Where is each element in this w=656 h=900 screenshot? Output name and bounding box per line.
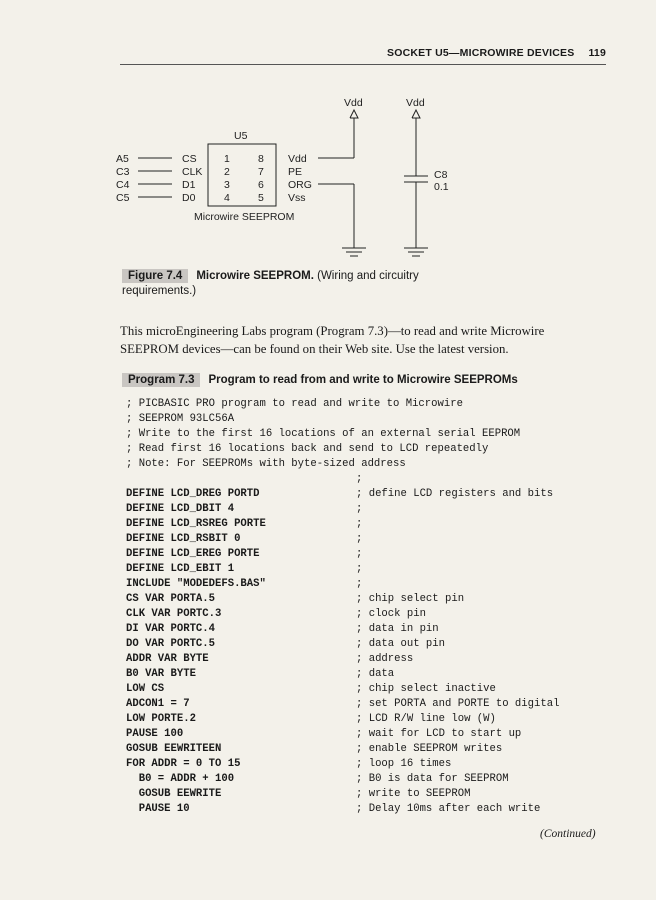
code-statement: DO VAR PORTC.5 xyxy=(126,638,216,650)
chip-outline xyxy=(208,144,276,206)
code-comment: ; clock pin xyxy=(356,608,426,620)
pin-number: 8 xyxy=(258,153,264,165)
code-line xyxy=(126,412,626,427)
continued-note: (Continued) xyxy=(540,828,596,840)
pin-number: 2 xyxy=(224,166,230,178)
pin-number: 6 xyxy=(258,179,264,191)
code-line xyxy=(126,727,626,742)
code-line xyxy=(126,562,626,577)
code-statement: ; Read first 16 locations back and send to LCD repeatedly xyxy=(126,443,489,455)
pin-number: 1 xyxy=(224,153,230,165)
signal-label: D0 xyxy=(182,192,196,204)
signal-label: Vss xyxy=(288,192,306,204)
port-label: C5 xyxy=(116,192,130,204)
code-line xyxy=(126,667,626,682)
code-line xyxy=(126,502,626,517)
code-comment: ; LCD R/W line low (W) xyxy=(356,713,496,725)
code-statement: GOSUB EEWRITEEN xyxy=(126,743,222,755)
code-statement: DI VAR PORTC.4 xyxy=(126,623,216,635)
program-title: Program to read from and write to Microwire SEEPROMs xyxy=(208,374,518,386)
code-statement: PAUSE 10 xyxy=(126,803,190,815)
code-line xyxy=(126,517,626,532)
chip-name: Microwire SEEPROM xyxy=(194,211,295,223)
code-statement: LOW CS xyxy=(126,683,165,695)
code-comment: ; enable SEEPROM writes xyxy=(356,743,503,755)
code-line xyxy=(126,592,626,607)
program-caption xyxy=(122,373,608,388)
code-line xyxy=(126,682,626,697)
figure-caption xyxy=(122,269,502,299)
program-label: Program 7.3 xyxy=(122,373,200,387)
code-statement: ; PICBASIC PRO program to read and write to Microwire xyxy=(126,398,463,410)
signal-label: PE xyxy=(288,166,303,178)
code-comment: ; wait for LCD to start up xyxy=(356,728,522,740)
code-statement: DEFINE LCD_RSREG PORTE xyxy=(126,518,266,530)
code-line xyxy=(126,607,626,622)
code-comment: ; data out pin xyxy=(356,638,446,650)
code-line xyxy=(126,472,626,487)
code-line xyxy=(126,637,626,652)
code-comment: ; set PORTA and PORTE to digital xyxy=(356,698,560,710)
code-line xyxy=(126,397,626,412)
code-statement: DEFINE LCD_DBIT 4 xyxy=(126,503,235,515)
code-comment: ; chip select inactive xyxy=(356,683,496,695)
signal-label: Vdd xyxy=(288,153,307,165)
page-number: 119 xyxy=(588,47,606,59)
header-title: SOCKET U5—MICROWIRE DEVICES xyxy=(387,47,575,59)
code-statement: ; SEEPROM 93LC56A xyxy=(126,413,235,425)
code-line xyxy=(126,487,626,502)
code-comment: ; chip select pin xyxy=(356,593,465,605)
code-comment: ; data in pin xyxy=(356,623,439,635)
code-statement: ; Note: For SEEPROMs with byte-sized address xyxy=(126,458,406,470)
code-comment: ; xyxy=(356,578,363,590)
code-line xyxy=(126,742,626,757)
port-label: C3 xyxy=(116,166,130,178)
code-line xyxy=(126,772,626,787)
code-statement: B0 = ADDR + 100 xyxy=(126,773,235,785)
code-line xyxy=(126,547,626,562)
code-statement: CS VAR PORTA.5 xyxy=(126,593,216,605)
figure-caption-line2: requirements.) xyxy=(122,285,197,297)
capacitor-label: C8 xyxy=(434,169,448,181)
code-statement: DEFINE LCD_EREG PORTE xyxy=(126,548,260,560)
code-comment: ; address xyxy=(356,653,414,665)
chip-label: U5 xyxy=(234,130,248,142)
running-header xyxy=(120,44,606,65)
code-line xyxy=(126,427,626,442)
code-statement: LOW PORTE.2 xyxy=(126,713,196,725)
pin-number: 4 xyxy=(224,192,230,204)
code-line xyxy=(126,802,626,817)
figure-caption-text: (Wiring and circuitry xyxy=(317,270,419,282)
code-line xyxy=(126,697,626,712)
port-label: C4 xyxy=(116,179,130,191)
code-statement: GOSUB EEWRITE xyxy=(126,788,222,800)
capacitor-value: 0.1 xyxy=(434,181,449,193)
pin-number: 3 xyxy=(224,179,230,191)
code-statement: ADCON1 = 7 xyxy=(126,698,190,710)
code-comment: ; data xyxy=(356,668,395,680)
vdd-label-left: Vdd xyxy=(344,97,363,109)
code-line xyxy=(126,577,626,592)
vdd-label-right: Vdd xyxy=(406,97,425,109)
code-line xyxy=(126,787,626,802)
signal-label: CLK xyxy=(182,166,203,178)
signal-label: ORG xyxy=(288,179,312,191)
code-statement: ADDR VAR BYTE xyxy=(126,653,209,665)
circuit-diagram xyxy=(100,92,480,267)
code-comment: ; xyxy=(356,548,363,560)
code-statement: B0 VAR BYTE xyxy=(126,668,196,680)
code-statement: DEFINE LCD_DREG PORTD xyxy=(126,488,260,500)
program-listing xyxy=(126,397,626,817)
pin-number: 7 xyxy=(258,166,264,178)
code-statement: DEFINE LCD_EBIT 1 xyxy=(126,563,235,575)
code-comment: ; Delay 10ms after each write xyxy=(356,803,541,815)
code-statement: INCLUDE "MODEDEFS.BAS" xyxy=(126,578,266,590)
pin-number: 5 xyxy=(258,192,264,204)
code-statement: DEFINE LCD_RSBIT 0 xyxy=(126,533,241,545)
code-comment: ; loop 16 times xyxy=(356,758,452,770)
code-comment: ; xyxy=(356,533,363,545)
signal-label: D1 xyxy=(182,179,196,191)
code-line xyxy=(126,457,626,472)
port-label: A5 xyxy=(116,153,129,165)
code-line xyxy=(126,712,626,727)
code-line xyxy=(126,757,626,772)
code-line xyxy=(126,652,626,667)
body-paragraph: This microEngineering Labs program (Program 7.3)—to read and write Microwire SEEPROM devices—can be found on their Web site. Use the latest version. xyxy=(120,324,545,356)
code-line xyxy=(126,442,626,457)
figure-label: Figure 7.4 xyxy=(122,269,188,283)
code-statement: CLK VAR PORTC.3 xyxy=(126,608,222,620)
code-comment: ; xyxy=(356,563,363,575)
code-comment: ; write to SEEPROM xyxy=(356,788,471,800)
code-statement: PAUSE 100 xyxy=(126,728,184,740)
code-line xyxy=(126,532,626,547)
code-comment: ; xyxy=(356,473,363,485)
signal-label: CS xyxy=(182,153,197,165)
code-comment: ; define LCD registers and bits xyxy=(356,488,554,500)
code-line xyxy=(126,622,626,637)
code-comment: ; xyxy=(356,503,363,515)
code-statement: ; Write to the first 16 locations of an external serial EEPROM xyxy=(126,428,521,440)
code-comment: ; B0 is data for SEEPROM xyxy=(356,773,509,785)
code-statement: FOR ADDR = 0 TO 15 xyxy=(126,758,241,770)
figure-title: Microwire SEEPROM. xyxy=(196,270,314,282)
code-comment: ; xyxy=(356,518,363,530)
